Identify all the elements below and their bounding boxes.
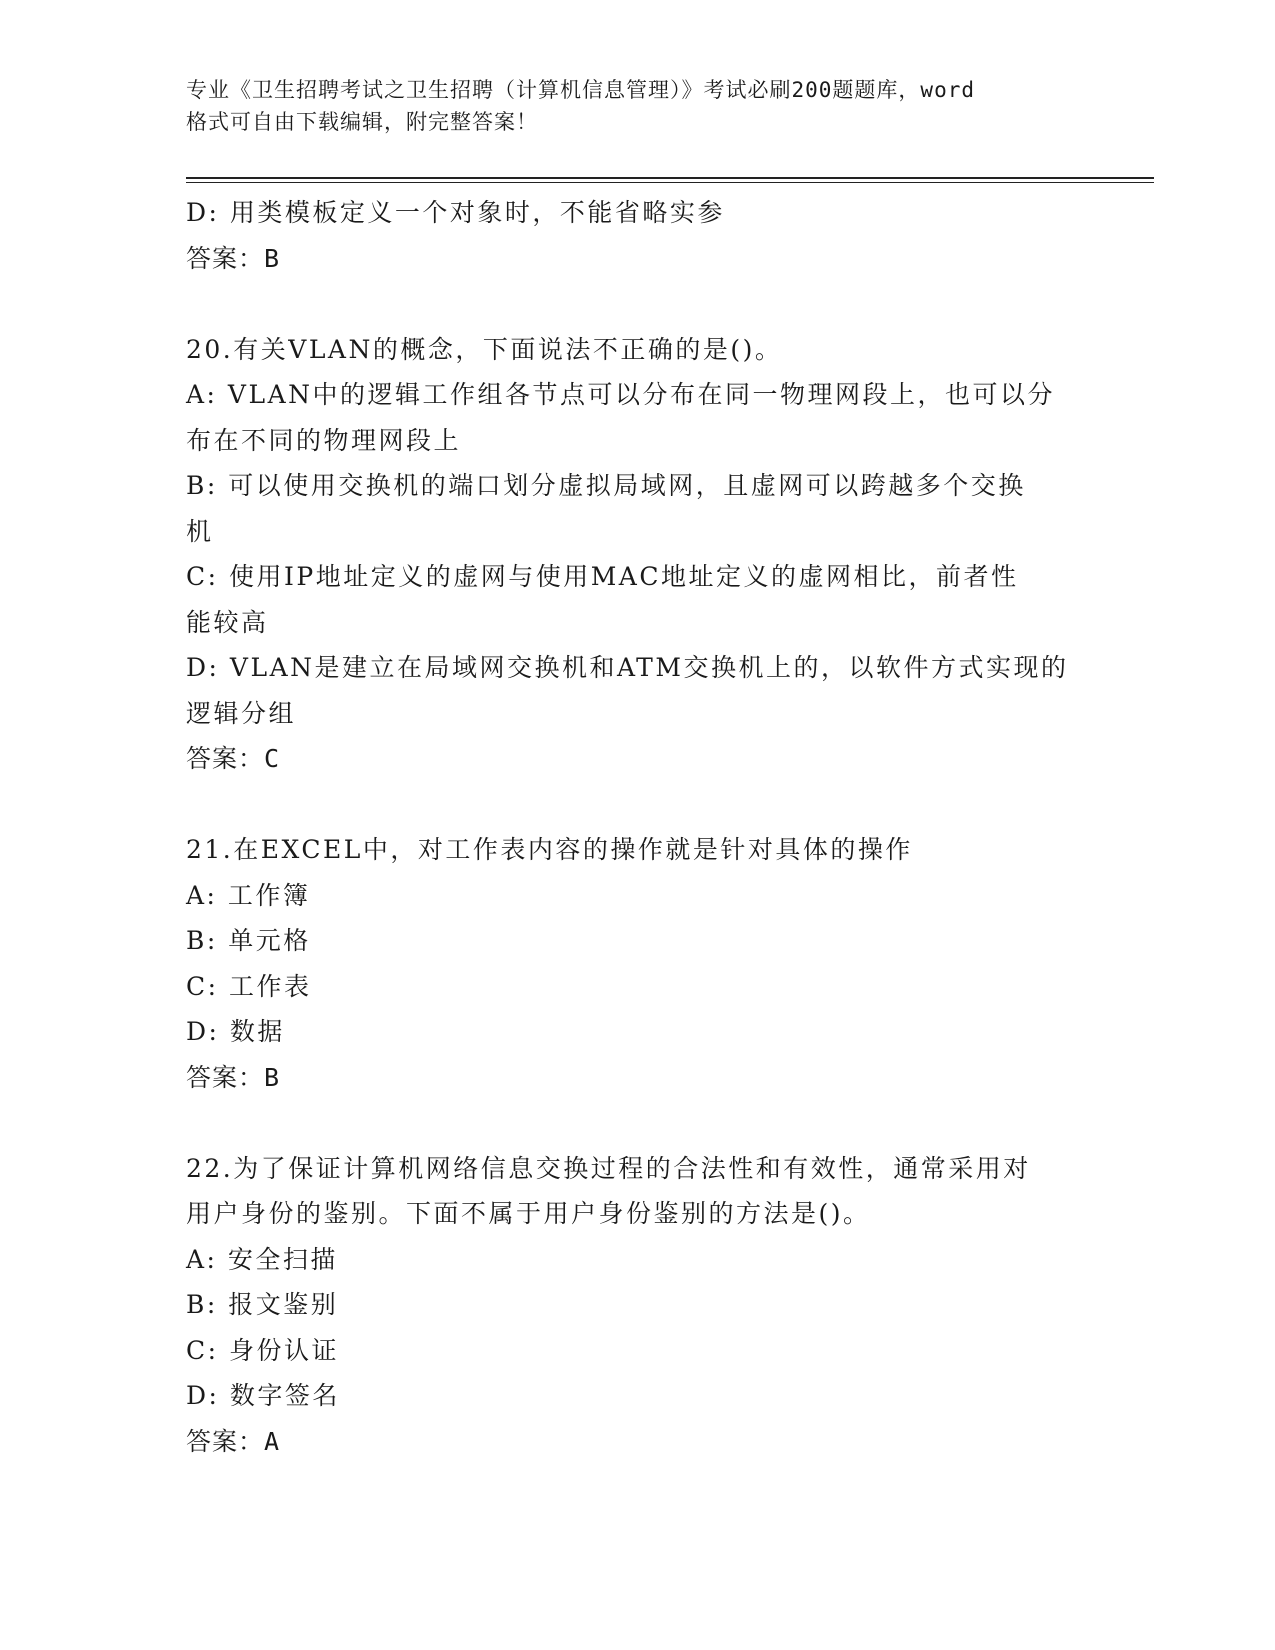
- option-b: B: 可以使用交换机的端口划分虚拟局域网，且虚网可以跨越多个交换: [186, 471, 1026, 500]
- header-line-1: 专业《卫生招聘考试之卫生招聘（计算机信息管理）》考试必刷200题题库，word: [186, 78, 975, 102]
- spacer: [186, 782, 1086, 828]
- question-stem-continued: 用户身份的鉴别。下面不属于用户身份鉴别的方法是()。: [186, 1199, 871, 1228]
- spacer: [186, 281, 1086, 327]
- spacer: [186, 1100, 1086, 1146]
- answer: 答案：B: [186, 1062, 281, 1092]
- header-line-2: 格式可自由下载编辑，附完整答案！: [186, 110, 538, 134]
- option-d-continued: 逻辑分组: [186, 698, 297, 728]
- answer: 答案：A: [186, 1426, 281, 1456]
- option-d: D: 数字签名: [186, 1381, 340, 1410]
- question-stem: 22.为了保证计算机网络信息交换过程的合法性和有效性，通常采用对: [186, 1153, 1031, 1183]
- question-20: [186, 327, 1086, 782]
- question-21: [186, 827, 1086, 1100]
- question-stem: 20.有关VLAN的概念，下面说法不正确的是()。: [186, 334, 783, 364]
- question-22: [186, 1146, 1086, 1465]
- option-c: C: 身份认证: [186, 1335, 339, 1365]
- option-b-continued: 机: [186, 516, 214, 546]
- question-stem: 21.在EXCEL中，对工作表内容的操作就是针对具体的操作: [186, 835, 913, 864]
- question-content: [186, 190, 1086, 1464]
- option-d: D: 数据: [186, 1017, 285, 1046]
- option-d: D: 用类模板定义一个对象时，不能省略实参: [186, 198, 725, 227]
- option-b: B: 单元格: [186, 926, 311, 955]
- option-a-continued: 布在不同的物理网段上: [186, 425, 462, 455]
- answer: 答案：B: [186, 243, 281, 273]
- option-b: B: 报文鉴别: [186, 1290, 339, 1319]
- option-a: A: 工作簿: [186, 880, 311, 910]
- option-a: A: 安全扫描: [186, 1244, 338, 1274]
- option-c: C: 工作表: [186, 971, 312, 1001]
- question-19-tail: [186, 190, 1086, 281]
- option-c-continued: 能较高: [186, 607, 269, 637]
- header-divider-thin: [186, 182, 1154, 183]
- document-header: [186, 74, 1086, 138]
- answer: 答案：C: [186, 744, 281, 773]
- option-c: C: 使用IP地址定义的虚网与使用MAC地址定义的虚网相比，前者性: [186, 562, 1019, 591]
- header-divider-thick: [186, 177, 1154, 179]
- option-d: D: VLAN是建立在局域网交换机和ATM交换机上的，以软件方式实现的: [186, 653, 1069, 682]
- option-a: A: VLAN中的逻辑工作组各节点可以分布在同一物理网段上，也可以分: [186, 380, 1056, 409]
